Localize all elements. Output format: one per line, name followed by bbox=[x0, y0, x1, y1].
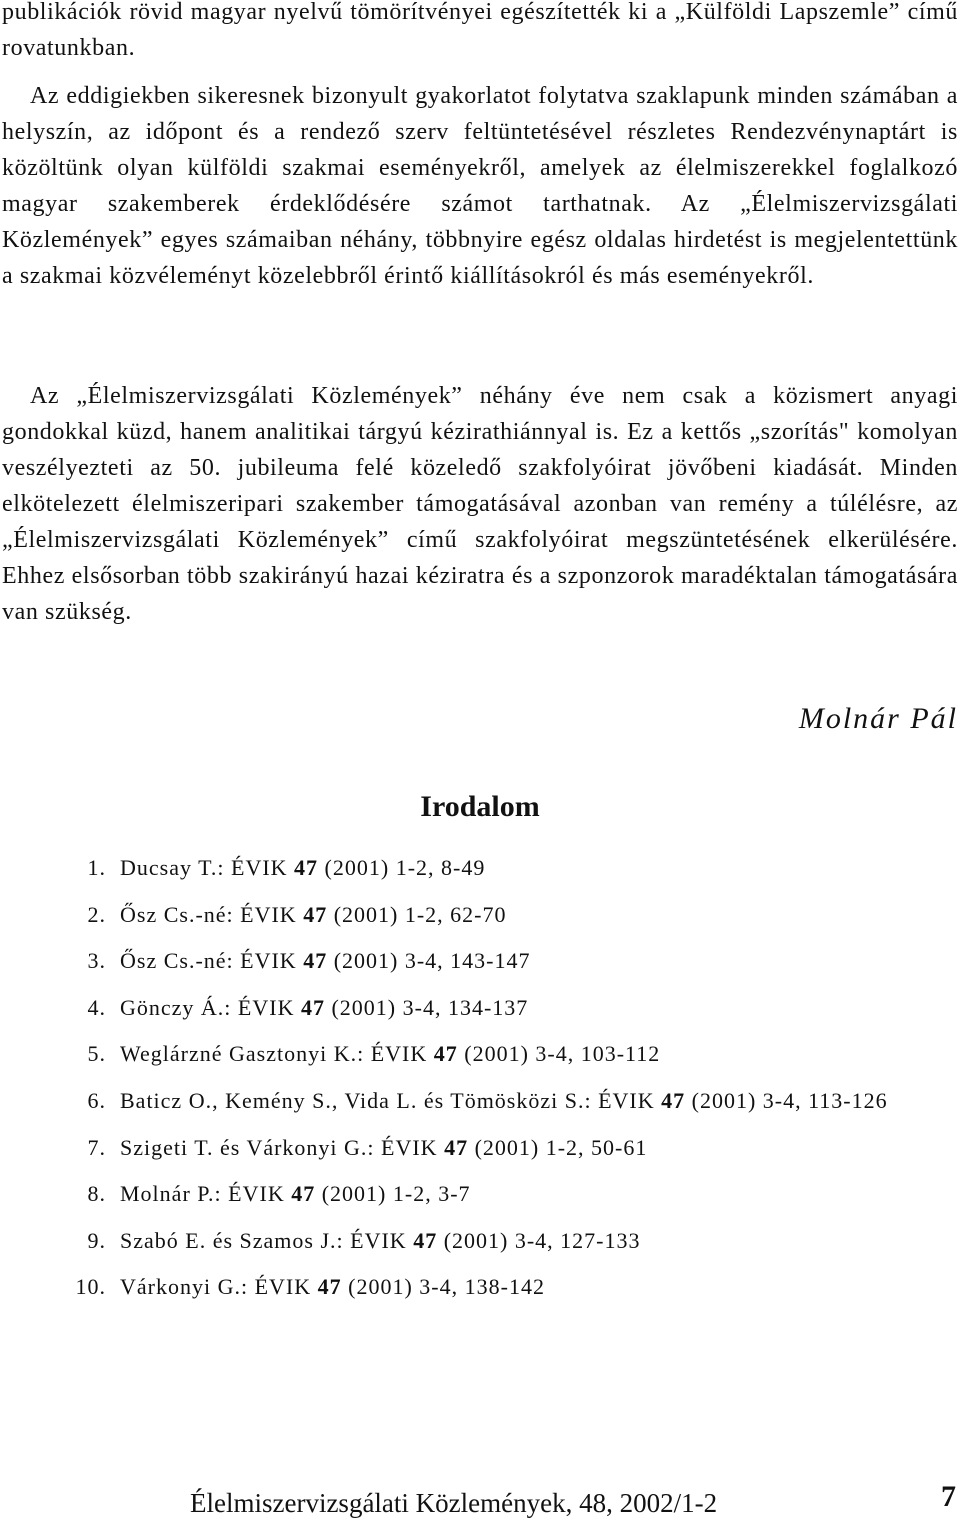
reference-number: 9. bbox=[87, 1227, 106, 1253]
reference-details: (2001) 3-4, 143-147 bbox=[327, 948, 531, 974]
reference-details: (2001) 3-4, 113-126 bbox=[685, 1087, 888, 1113]
reference-authors: Weglárzné Gasztonyi K.: ÉVIK bbox=[120, 1041, 434, 1067]
reference-authors: Szigeti T. és Várkonyi G.: ÉVIK bbox=[120, 1134, 445, 1160]
reference-volume: 47 bbox=[300, 994, 325, 1020]
paragraph-2: Az eddigiekben sikeresnek bizonyult gyakorlatot folytatva szaklapunk minden számában a helyszín, az időpont és a rendező szerv feltüntetésével részletes Rendezvénynaptárt is közöltünk olyan külföldi szakmai eseményekről, amelyek az élelmiszerekkel foglalkozó magyar szakemberek érdeklődésére számot tarthatnak. Az „Élelmiszervizsgálati Közlemények” egyes számaiban néhány, többnyire egész oldalas hirdetést is megjelentettünk a szakmai közvéleményt közelebbről érintő kiállításokról és más eseményekről. bbox=[2, 83, 958, 289]
reference-authors: Molnár P.: ÉVIK bbox=[120, 1181, 292, 1207]
reference-details: (2001) 3-4, 134-137 bbox=[324, 994, 529, 1020]
reference-volume: 47 bbox=[661, 1087, 686, 1113]
reference-number: 7. bbox=[87, 1134, 106, 1160]
reference-authors: Szabó E. és Szamos J.: ÉVIK bbox=[120, 1227, 414, 1253]
reference-number: 5. bbox=[87, 1041, 106, 1067]
reference-volume: 47 bbox=[303, 901, 328, 927]
reference-item bbox=[60, 852, 950, 884]
page-number: 7 bbox=[941, 1480, 956, 1513]
reference-volume: 47 bbox=[317, 1274, 342, 1300]
reference-list bbox=[60, 852, 950, 1318]
reference-number: 2. bbox=[87, 901, 106, 927]
reference-item bbox=[60, 1225, 950, 1257]
reference-number: 1. bbox=[87, 855, 106, 880]
author-signature: Molnár Pál bbox=[798, 702, 958, 735]
reference-details: (2001) 3-4, 103-112 bbox=[457, 1041, 661, 1067]
reference-item bbox=[60, 1038, 950, 1070]
reference-volume: 47 bbox=[303, 948, 328, 974]
reference-volume: 47 bbox=[291, 1181, 316, 1207]
reference-item bbox=[60, 1085, 950, 1117]
reference-authors: Ősz Cs.-né: ÉVIK bbox=[120, 948, 304, 974]
paragraph-1: publikációk rövid magyar nyelvű tömörítvényei egészítették ki a „Külföldi Lapszemle” című rovatunkban. bbox=[2, 0, 958, 61]
reference-authors: Ősz Cs.-né: ÉVIK bbox=[120, 901, 304, 927]
reference-item bbox=[60, 1132, 950, 1164]
reference-item bbox=[60, 1271, 950, 1303]
reference-authors: Gönczy Á.: ÉVIK bbox=[120, 994, 301, 1020]
reference-item bbox=[60, 945, 950, 977]
reference-details: (2001) 1-2, 50-61 bbox=[468, 1134, 648, 1160]
reference-volume: 47 bbox=[413, 1227, 438, 1253]
journal-footer: Élelmiszervizsgálati Közlemények, 48, 2002/1-2 bbox=[190, 1488, 718, 1518]
reference-details: (2001) 1-2, 62-70 bbox=[327, 901, 507, 927]
reference-authors: Várkonyi G.: ÉVIK bbox=[120, 1274, 318, 1300]
paragraph-3: Az „Élelmiszervizsgálati Közlemények” néhány éve nem csak a közismert anyagi gondokkal küzd, hanem analitikai tárgyú kézirathiánnyal is. Ez a kettős „szorítás" komolyan veszélyezteti az 50. jubileuma felé közeledő szakfolyóirat jövőbeni kiadását. Minden elkötelezett élelmiszeripari szakember támogatásával azonban van remény a túlélésre, az „Élelmiszervizsgálati Közlemények” című szakfolyóirat megszüntetésének elkerülésére. Ehhez elsősorban több szakirányú hazai kéziratra és a szponzorok maradéktalan támogatására van szükség. bbox=[2, 383, 958, 625]
reference-details: (2001) 1-2, 3-7 bbox=[315, 1181, 471, 1207]
reference-volume: 47 bbox=[433, 1041, 458, 1067]
reference-authors: Ducsay T.: ÉVIK bbox=[120, 855, 295, 880]
reference-details: (2001) 3-4, 138-142 bbox=[341, 1274, 545, 1300]
reference-volume: 47 bbox=[294, 855, 319, 880]
reference-number: 3. bbox=[87, 948, 106, 974]
references-heading: Irodalom bbox=[420, 790, 540, 823]
reference-details: (2001) 3-4, 127-133 bbox=[437, 1227, 641, 1253]
reference-authors: Baticz O., Kemény S., Vida L. és Tömösközi S.: ÉVIK bbox=[120, 1087, 662, 1113]
reference-volume: 47 bbox=[444, 1134, 469, 1160]
reference-item bbox=[60, 1178, 950, 1210]
reference-number: 8. bbox=[87, 1181, 106, 1207]
reference-number: 10. bbox=[75, 1274, 106, 1300]
reference-details: (2001) 1-2, 8-49 bbox=[318, 855, 486, 880]
reference-item bbox=[60, 899, 950, 931]
reference-number: 6. bbox=[87, 1087, 106, 1113]
reference-item bbox=[60, 992, 950, 1024]
reference-number: 4. bbox=[87, 994, 106, 1020]
